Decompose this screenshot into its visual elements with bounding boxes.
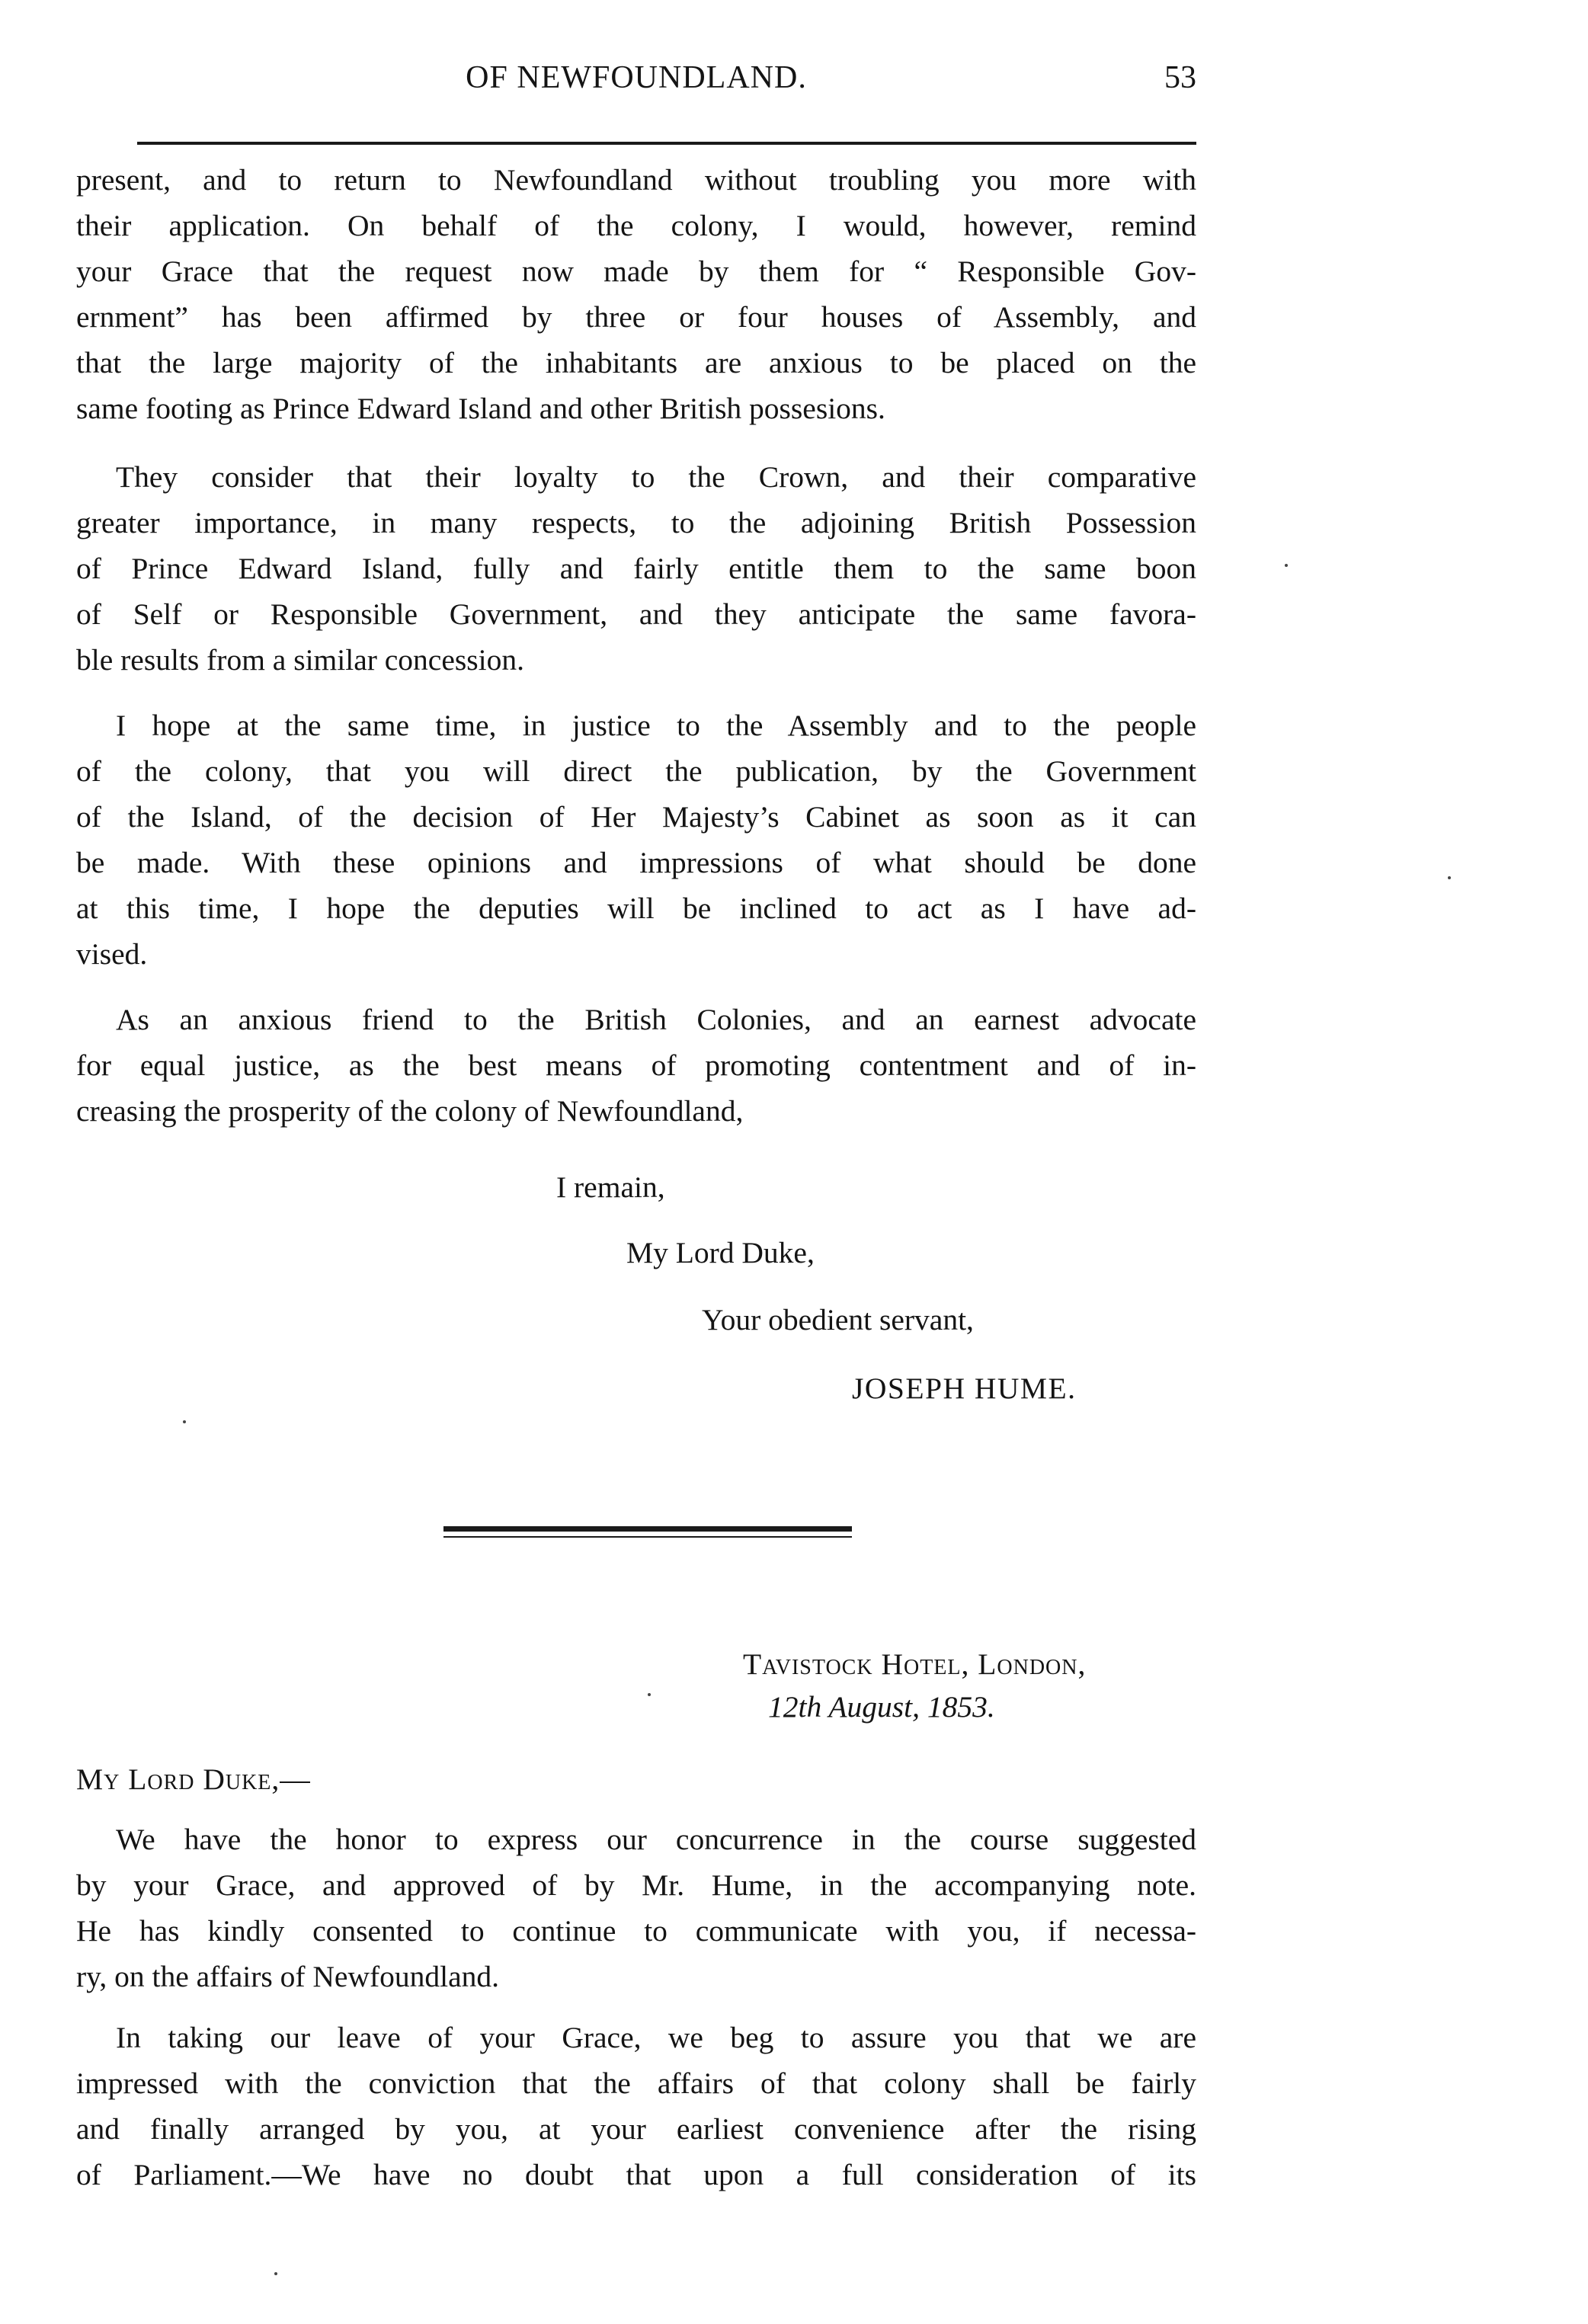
text-line: your Grace that the request now made by them for “ Responsible Gov-: [76, 254, 1196, 288]
print-speck: [183, 1420, 186, 1423]
text-line: In taking our leave of your Grace, we beg to assure you that we are: [116, 2021, 1196, 2054]
signature: JOSEPH HUME.: [852, 1372, 1077, 1405]
running-head: [76, 59, 1196, 105]
divider-thin-rule: [443, 1536, 852, 1538]
header-rule: [137, 142, 1196, 145]
text-line: present, and to return to Newfoundland without troubling you more with: [76, 163, 1196, 197]
text-line: that the large majority of the inhabitants are anxious to be placed on the: [76, 346, 1196, 379]
paragraph-anxious-friend: [76, 997, 1196, 1134]
print-speck: [274, 2272, 277, 2275]
text-line: their application. On behalf of the colony, I would, however, remind: [76, 209, 1196, 242]
text-line: He has kindly consented to continue to communicate with you, if necessa-: [76, 1914, 1196, 1948]
print-speck: [648, 1693, 651, 1696]
text-line: As an anxious friend to the British Colonies, and an earnest advocate: [116, 1003, 1196, 1036]
salutation: My Lord Duke,—: [76, 1762, 311, 1796]
text-line: I hope at the same time, in justice to the Assembly and to the people: [116, 709, 1196, 742]
text-line: greater importance, in many respects, to the adjoining British Possession: [76, 506, 1196, 539]
text-line: by your Grace, and approved of by Mr. Hume, in the accompanying note.: [76, 1868, 1196, 1902]
closing-remain: I remain,: [556, 1170, 665, 1204]
running-title: OF NEWFOUNDLAND.: [466, 60, 807, 95]
paragraph-taking-leave: [76, 2015, 1196, 2198]
dateline-date: 12th August, 1853.: [768, 1690, 995, 1724]
page-number: 53: [1164, 60, 1196, 95]
text-line: of Self or Responsible Government, and they anticipate the same favora-: [76, 597, 1196, 631]
paragraph-loyalty: [76, 454, 1196, 683]
text-line: of Parliament.—We have no doubt that upon a full consideration of its: [76, 2158, 1196, 2191]
text-line: of the Island, of the decision of Her Majesty’s Cabinet as soon as it can: [76, 800, 1196, 834]
text-line: at this time, I hope the deputies will be inclined to act as I have ad-: [76, 892, 1196, 925]
text-line: ble results from a similar concession.: [76, 643, 524, 677]
text-line: be made. With these opinions and impressions of what should be done: [76, 846, 1196, 879]
text-line: ry, on the affairs of Newfoundland.: [76, 1960, 500, 1993]
text-line: creasing the prosperity of the colony of Newfoundland,: [76, 1094, 744, 1128]
print-speck: [1448, 876, 1451, 879]
text-line: and finally arranged by you, at your earliest convenience after the rising: [76, 2112, 1196, 2146]
print-speck: [1285, 564, 1288, 567]
text-line: ernment” has been affirmed by three or four houses of Assembly, and: [76, 300, 1196, 334]
paragraph-concurrence: [76, 1817, 1196, 1999]
text-line: We have the honor to express our concurrence in the course suggested: [116, 1823, 1196, 1856]
section-divider: [443, 1526, 852, 1538]
text-line: for equal justice, as the best means of promoting contentment and of in-: [76, 1048, 1196, 1082]
text-line: same footing as Prince Edward Island and other British possesions.: [76, 392, 885, 425]
paragraph-publication: [76, 703, 1196, 977]
divider-thick-rule: [443, 1526, 852, 1532]
dateline-place: Tavistock Hotel, London,: [743, 1647, 1087, 1681]
paragraph-continuation: [76, 157, 1196, 431]
text-line: of the colony, that you will direct the publication, by the Government: [76, 754, 1196, 788]
text-line: vised.: [76, 937, 148, 971]
closing-address: My Lord Duke,: [626, 1236, 815, 1269]
text-line: They consider that their loyalty to the Crown, and their comparative: [116, 460, 1196, 494]
text-line: of Prince Edward Island, fully and fairly entitle them to the same boon: [76, 552, 1196, 585]
closing-servant: Your obedient servant,: [702, 1303, 974, 1336]
text-line: impressed with the conviction that the affairs of that colony shall be fairly: [76, 2066, 1196, 2100]
